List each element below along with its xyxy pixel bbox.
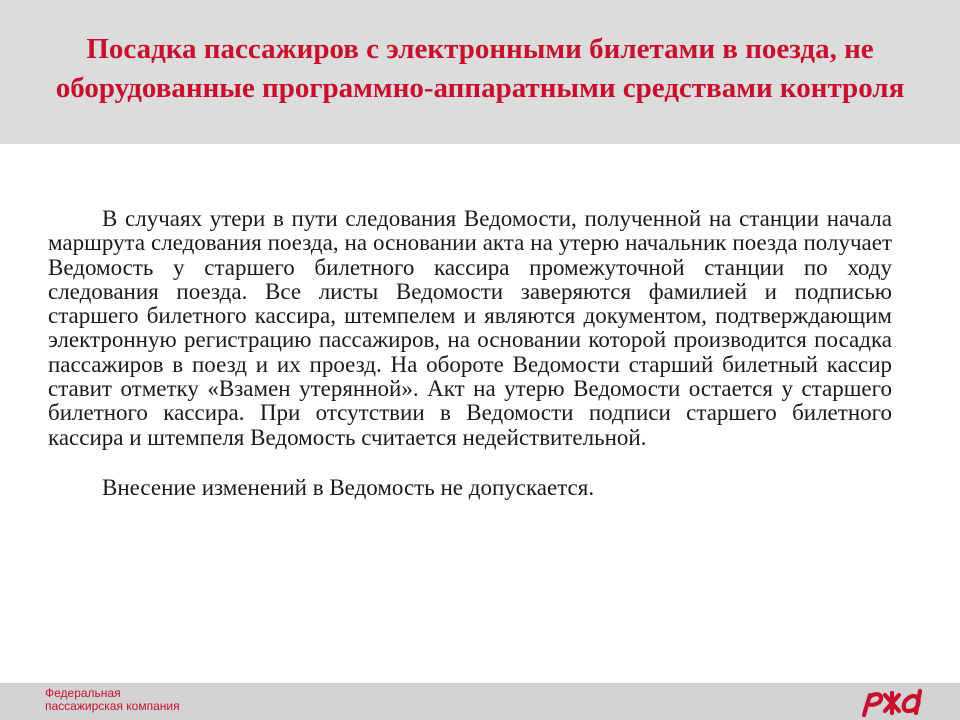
company-name-line-1: Федеральная [45,686,121,700]
slide-title: Посадка пассажиров с электронными билетами в поезда, не оборудованные программно-аппаратными средствами контроля [55,33,905,104]
company-name [45,687,180,713]
rzd-logo-icon [858,687,928,717]
company-name-line-2: пассажирская компания [45,699,180,713]
slide-body [48,207,892,500]
body-paragraph-1: В случаях утери в пути следования Ведомости, полученной на станции начала маршрута следования поезда, на основании акта на утерю начальник поезда получает Ведомость у старшего билетного кассира промежуточной станции по ходу следования поезда. Все листы Ведомости заверяются фамилией и подписью старшего билетного кассира, штемпелем и являются документом, подтверждающим электронную регистрацию пассажиров, на основании которой производится посадка пассажиров в поезд и их проезд. На обороте Ведомости старший билетный кассир ставит отметку «Взамен утерянной». Акт на утерю Ведомости остается у старшего билетного кассира. При отсутствии в Ведомости подписи старшего билетного кассира и штемпеля Ведомость считается недействительной. [48,206,892,450]
footer-band [0,683,960,720]
body-paragraph-2: Внесение изменений в Ведомость не допускается. [102,474,595,500]
